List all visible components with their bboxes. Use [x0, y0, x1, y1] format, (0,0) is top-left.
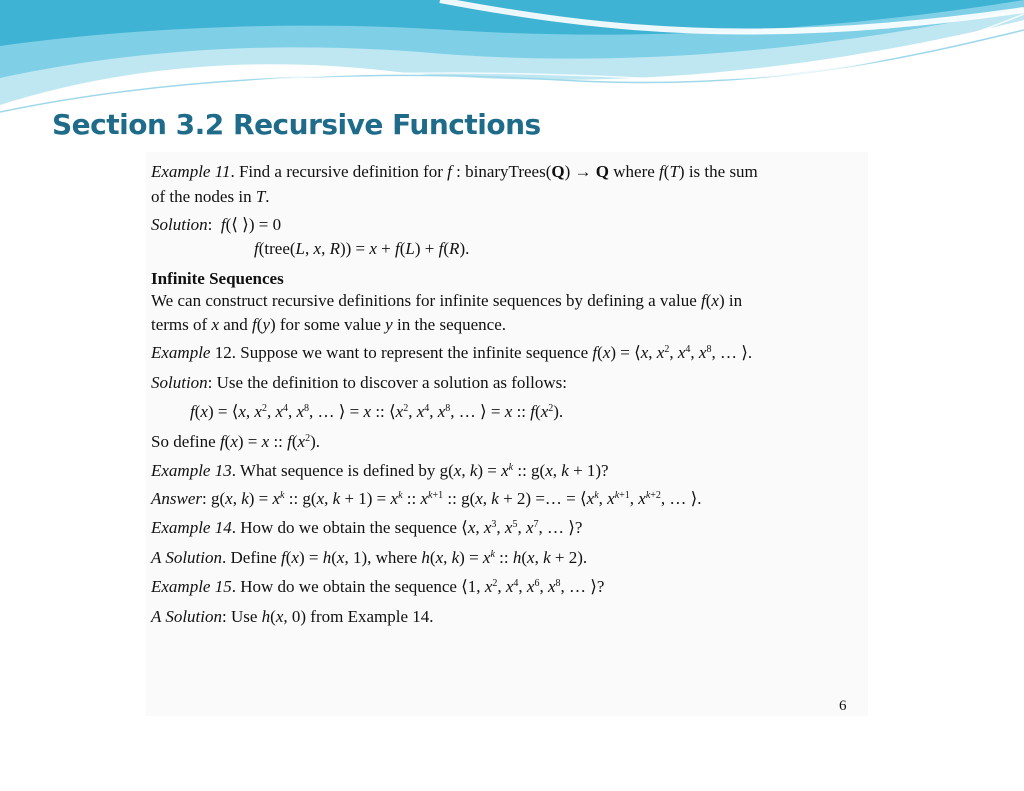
- example-14-line: Example 14. How do we obtain the sequence ⟨x, $x^3$, $x^5$, $x^7$, … ⟩?: [151, 518, 583, 537]
- example-15-line: Example 15. How do we obtain the sequence ⟨1, $x^2$, $x^4$, $x^6$, $x^8$, … ⟩?: [151, 577, 605, 596]
- infinite-sequences-heading: Infinite Sequences: [151, 269, 284, 288]
- infinite-sequences-line-2: terms of x and f(y) for some value y in the sequence.: [151, 315, 507, 334]
- content-image-panel: [146, 152, 868, 716]
- solution-15-line: A Solution: Use h(x, 0) from Example 14.: [151, 607, 434, 626]
- page-number: 6: [839, 698, 847, 714]
- solution-14-line: A Solution. Define f(x) = h(x, 1), where h(x, $k) = x^k$ :: h(x, k + 2).: [151, 548, 588, 567]
- example-13-line: Example 13. What sequence is defined by g(x, $k) = x^k$ :: g(x, k + 1)?: [151, 461, 609, 480]
- infinite-sequences-line-1: We can construct recursive definitions for infinite sequences by defining a value f(x) in: [151, 291, 743, 310]
- answer-13-line: Answer: g(x, $k) = x^k$ :: g(x, $k + 1) = x^k$ :: $x^{k+1}$ :: g(x, k + 2) =… = $⟨x^k$, $x^{k+1}$, $x^{k+2}$, … ⟩.: [151, 489, 702, 508]
- example-11-line-2: of the nodes in T.: [151, 187, 270, 206]
- solution-11-line-2: f(tree(L, x, R)) = x + f(L) + f(R).: [254, 239, 470, 258]
- example-12-line: Example 12. Suppose we want to represent the infinite sequence f(x) = ⟨x, $x^2$, $x^4$, $x^8$, … ⟩.: [151, 343, 753, 362]
- so-define-line: So define f(x) = x :: $f(x^2)$.: [151, 432, 321, 451]
- slide-title: Section 3.2 Recursive Functions: [52, 108, 541, 141]
- solution-11-line-1: Solution: f(⟨ ⟩) = 0: [151, 215, 282, 234]
- header-wave-decoration: [0, 0, 1024, 120]
- solution-12-line-2: f(x) = ⟨x, $x^2$, $x^4$, $x^8$, … ⟩ = x :: $⟨x^2$, $x^4$, $x^8$, … ⟩ = x :: $f(x^2)$.: [190, 402, 564, 421]
- solution-12-line-1: Solution: Use the definition to discover a solution as follows:: [151, 373, 567, 392]
- example-11-line-1: Example 11. Find a recursive definition for f : binaryTrees(Q) → Q where f(T) is the sum: [151, 162, 758, 181]
